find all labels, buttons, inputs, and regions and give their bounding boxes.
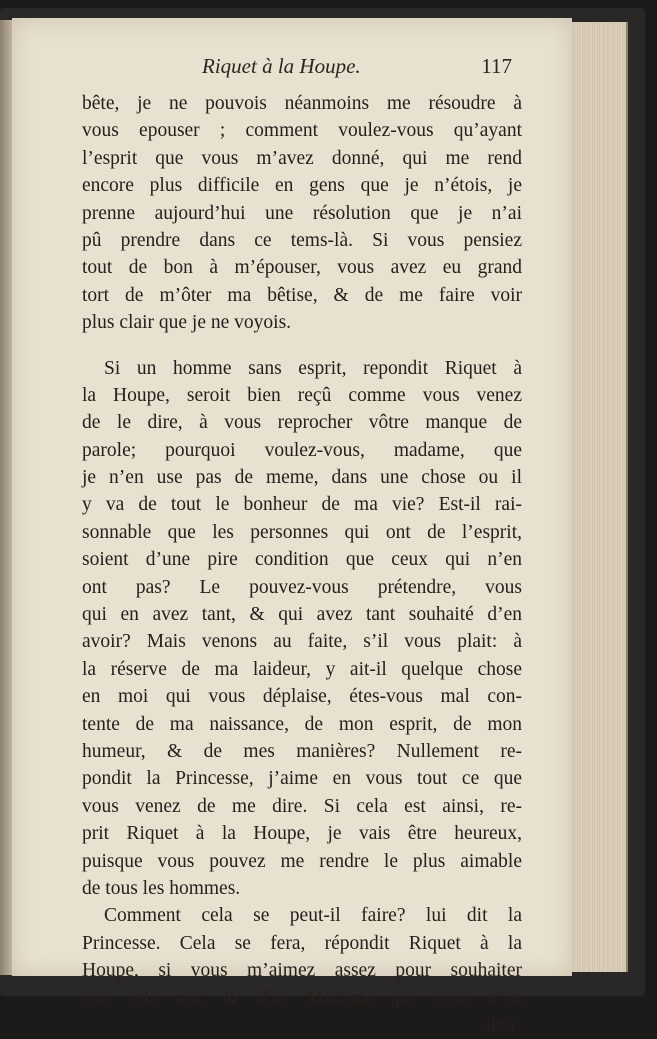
page-number: 117	[481, 54, 512, 78]
text-line: pû prendre dans ce tems-là. Si vous pensiez	[82, 229, 522, 251]
text-line: vous epouser ; comment voulez-vous qu’ayant	[82, 120, 522, 142]
running-title: Riquet à la Houpe.	[202, 54, 361, 78]
text-line: sonnable que les personnes qui ont de l’esprit,	[82, 521, 522, 543]
text-line: soient d’une pire condition que ceux qui n’en	[82, 549, 522, 571]
text-line: de tous les hommes.	[82, 877, 241, 899]
text-line: que cela soit; & afin, Madame que vous n’en	[82, 987, 522, 1009]
text-line: puisque vous pouvez me rendre le plus aimable	[82, 850, 522, 872]
text-line: avoir? Mais venons au faite, s’il vous plait: à	[82, 631, 522, 653]
text-line: bête, je ne pouvois néanmoins me résoudre à	[82, 93, 522, 114]
text-line: prit Riquet à la Houpe, je vais être heureux,	[82, 823, 522, 845]
text-line: tout de bon à m’épouser, vous avez eu grand	[82, 257, 522, 279]
book-page	[12, 18, 572, 1036]
text-line: Houpe, si vous m’aimez assez pour souhaiter	[82, 960, 522, 982]
text-line: parole; pourquoi voulez-vous, madame, que	[82, 439, 522, 461]
text-line: humeur, & de mes manières? Nullement re-	[82, 740, 522, 762]
text-line: Princesse. Cela se fera, répondit Riquet à la	[82, 932, 522, 954]
page-header	[202, 54, 512, 84]
paragraph-1	[82, 90, 522, 337]
paragraph-2	[82, 355, 522, 903]
text-line: l’esprit que vous m’avez donné, qui me rend	[82, 147, 522, 169]
text-line: pondit la Princesse, j’aime en vous tout ce que	[82, 768, 522, 790]
text-line: ont pas? Le pouvez-vous prétendre, vous	[82, 576, 522, 598]
text-line: en moi qui vous déplaise, étes-vous mal con-	[82, 686, 522, 708]
text-line: Si un homme sans esprit, repondit Riquet à	[104, 357, 522, 379]
text-line: encore plus difficile en gens que je n’étois, je	[82, 175, 522, 197]
text-line: prenne aujourd’hui une résolution que je n’ai	[82, 202, 522, 224]
text-line: la Houpe, seroit bien reçû comme vous venez	[82, 384, 522, 406]
page-edges	[568, 22, 628, 972]
body-text	[82, 90, 522, 1039]
text-line: tente de ma naissance, de mon esprit, de mon	[82, 713, 522, 735]
text-line: plus clair que je ne voyois.	[82, 312, 292, 334]
text-line: vous venez de me dire. Si cela est ainsi, re-	[82, 795, 522, 817]
paragraph-gap	[82, 337, 522, 355]
paragraph-3	[82, 902, 522, 1012]
text-line: tort de m’ôter ma bêtise, & de me faire voir	[82, 284, 522, 306]
catchword: dou-	[486, 1014, 522, 1036]
text-line: qui en avez tant, & qui avez tant souhaité d’en	[82, 604, 522, 626]
text-line: de le dire, à vous reprocher vôtre manque de	[82, 412, 522, 434]
text-line: y va de tout le bonheur de ma vie? Est-il rai-	[82, 494, 522, 516]
text-line: Comment cela se peut-il faire? lui dit la	[104, 905, 522, 927]
text-line: je n’en use pas de meme, dans une chose ou il	[82, 467, 522, 489]
text-line: la réserve de ma laideur, y ait-il quelque chose	[82, 658, 522, 680]
